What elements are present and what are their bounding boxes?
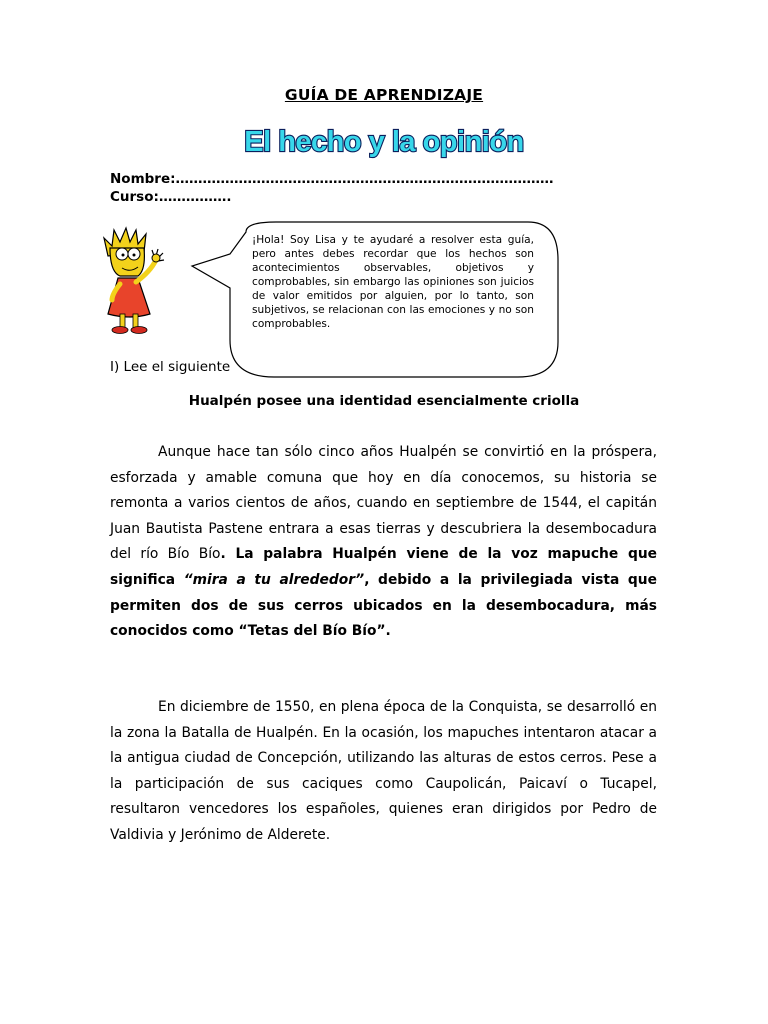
wordart-title	[0, 118, 768, 162]
paragraph-2	[110, 695, 657, 849]
lisa-character-image	[98, 226, 172, 338]
paragraph-1-bold-italic: “mira a tu alrededor”	[183, 571, 365, 588]
wordart-title-text: El hecho y la opinión	[244, 126, 524, 158]
wordart-title-graphic	[234, 118, 534, 162]
paragraph-1-bold-a: . La palabra Hualpén viene de la voz mapuche que significa	[110, 546, 657, 588]
instruction-text: I) Lee el siguiente	[110, 359, 231, 375]
paragraph-2-text: En diciembre de 1550, en plena época de la Conquista, se desarrolló en la zona la Batalla de Hualpén. En la ocasión, los mapuches intentaron atacar a la antigua ciudad de Concepción, utilizando las alturas de estos cerros. Pese a la participación de sus caciques como Caupolicán, Paicaví o Tucapel, resultaron vencedores los españoles, quienes eran dirigidos por Pedro de Valdivia y Jerónimo de Alderete.	[110, 699, 657, 843]
paragraph-1	[110, 440, 657, 645]
paragraph-1-text: Aunque hace tan sólo cinco años Hualpén se convirtió en la próspera, esforzada y amable comuna que hoy en día conocemos, su historia se remonta a varios cientos de años, cuando en septiembre de 1544, el capitán Juan Bautista Pastene entrara a esas tierras y descubriera la desembocadura del río Bío Bío	[110, 444, 657, 563]
name-field: Nombre:…………………………………………………………………………	[110, 171, 554, 187]
guide-title: GUÍA DE APRENDIZAJE	[284, 86, 484, 104]
paragraph-1-bold-b: , debido a la privilegiada vista que permiten dos de sus cerros ubicados en la desembocadura, más conocidos como “Tetas del Bío Bío”.	[110, 571, 657, 640]
speech-bubble-text: ¡Hola! Soy Lisa y te ayudaré a resolver esta guía, pero antes debes recordar que los hechos son acontecimientos observables, objetivos y comprobables, sin embargo las opiniones son juicios de valor emitidos por alguien, por lo tanto, son subjetivos, se relacionan con las emociones y no son comprobables.	[252, 234, 534, 330]
article-title: Hualpén posee una identidad esencialmente criolla	[188, 393, 580, 409]
course-field: Curso:…………….	[110, 189, 232, 205]
